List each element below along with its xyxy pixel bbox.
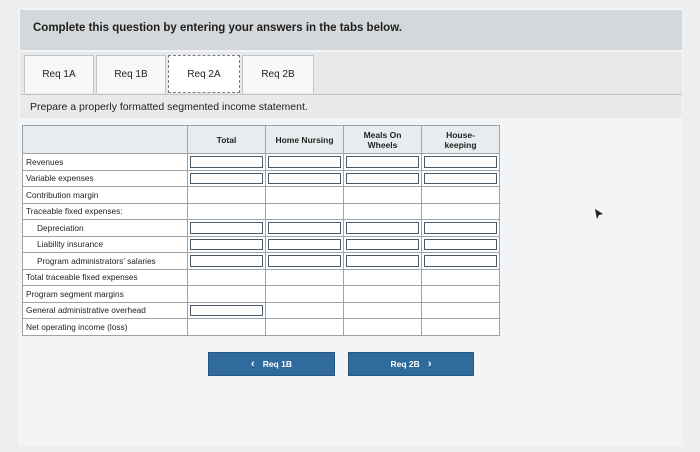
table-row [23, 170, 500, 187]
amount-input[interactable] [190, 239, 263, 251]
prev-button-label: Req 1B [262, 359, 292, 369]
input-cell-total[interactable] [188, 253, 266, 270]
input-cell-housekeeping[interactable] [422, 220, 500, 237]
amount-input[interactable] [346, 255, 419, 267]
empty-cell [344, 302, 422, 319]
empty-cell [188, 286, 266, 303]
empty-cell [344, 286, 422, 303]
empty-cell [188, 203, 266, 220]
tab-label: Req 2A [187, 68, 221, 80]
row-label-liability-insurance: Liability insurance [23, 236, 188, 253]
empty-cell [266, 187, 344, 204]
prev-req-1b-button[interactable] [208, 352, 335, 376]
amount-input[interactable] [424, 156, 497, 168]
input-cell-total[interactable] [188, 302, 266, 319]
amount-input[interactable] [190, 156, 263, 168]
input-cell-total[interactable] [188, 220, 266, 237]
question-header [20, 10, 682, 50]
table-row [23, 302, 500, 319]
input-cell-home-nursing[interactable] [266, 220, 344, 237]
instruction-bar [20, 94, 682, 118]
next-button-label: Req 2B [390, 359, 420, 369]
empty-cell [266, 319, 344, 336]
tab-label: Req 1A [42, 69, 76, 80]
row-label-header [23, 126, 188, 154]
empty-cell [344, 203, 422, 220]
empty-cell [422, 286, 500, 303]
chevron-left-icon: ‹ [251, 358, 255, 370]
input-cell-meals-on-wheels[interactable] [344, 170, 422, 187]
empty-cell [422, 302, 500, 319]
amount-input[interactable] [346, 173, 419, 185]
row-label-traceable-fixed-expenses: Traceable fixed expenses: [23, 203, 188, 220]
tab-label: Req 1B [114, 69, 148, 80]
column-header-line: House- [446, 129, 475, 140]
row-label-net-operating-income: Net operating income (loss) [23, 319, 188, 336]
amount-input[interactable] [268, 255, 341, 267]
column-header-line: Wheels [367, 139, 398, 150]
input-cell-total[interactable] [188, 154, 266, 171]
empty-cell [422, 319, 500, 336]
empty-cell [344, 269, 422, 286]
amount-input[interactable] [268, 173, 341, 185]
row-label-variable-expenses: Variable expenses [23, 170, 188, 187]
row-label-total-traceable-fixed-expenses: Total traceable fixed expenses [23, 269, 188, 286]
input-cell-meals-on-wheels[interactable] [344, 154, 422, 171]
next-req-2b-button[interactable] [348, 352, 474, 376]
table-row [23, 319, 500, 336]
amount-input[interactable] [346, 239, 419, 251]
amount-input[interactable] [346, 156, 419, 168]
column-header-home-nursing [266, 126, 344, 154]
amount-input[interactable] [190, 222, 263, 234]
amount-input[interactable] [190, 305, 263, 317]
input-cell-meals-on-wheels[interactable] [344, 236, 422, 253]
empty-cell [266, 286, 344, 303]
amount-input[interactable] [346, 222, 419, 234]
amount-input[interactable] [424, 173, 497, 185]
table-header-row [23, 126, 500, 154]
empty-cell [422, 203, 500, 220]
tab-req-1b[interactable] [96, 55, 166, 93]
column-header-line: keeping [444, 139, 477, 150]
row-label-depreciation: Depreciation [23, 220, 188, 237]
empty-cell [188, 187, 266, 204]
input-cell-home-nursing[interactable] [266, 236, 344, 253]
amount-input[interactable] [424, 255, 497, 267]
amount-input[interactable] [190, 255, 263, 267]
input-cell-home-nursing[interactable] [266, 253, 344, 270]
table-row [23, 187, 500, 204]
amount-input[interactable] [268, 222, 341, 234]
input-cell-housekeeping[interactable] [422, 154, 500, 171]
instruction-text: Prepare a properly formatted segmented income statement. [30, 101, 308, 113]
amount-input[interactable] [268, 239, 341, 251]
empty-cell [344, 187, 422, 204]
table-row [23, 286, 500, 303]
amount-input[interactable] [190, 173, 263, 185]
empty-cell [266, 203, 344, 220]
row-label-program-segment-margins: Program segment margins [23, 286, 188, 303]
row-label-general-administrative-overhead: General administrative overhead [23, 302, 188, 319]
row-label-program-administrators-salaries: Program administrators' salaries [23, 253, 188, 270]
amount-input[interactable] [424, 222, 497, 234]
tab-req-2a[interactable] [168, 55, 240, 93]
chevron-right-icon: › [427, 358, 432, 370]
table-row [23, 203, 500, 220]
empty-cell [266, 302, 344, 319]
column-header-line: Total [216, 134, 237, 145]
table-row [23, 236, 500, 253]
empty-cell [188, 269, 266, 286]
column-header-meals-on-wheels [344, 126, 422, 154]
tab-label: Req 2B [261, 69, 295, 80]
input-cell-housekeeping[interactable] [422, 253, 500, 270]
column-header-housekeeping [422, 126, 500, 154]
row-label-revenues: Revenues [23, 154, 188, 171]
empty-cell [422, 187, 500, 204]
amount-input[interactable] [268, 156, 341, 168]
column-header-line: Home Nursing [275, 134, 334, 145]
empty-cell [422, 269, 500, 286]
input-cell-meals-on-wheels[interactable] [344, 220, 422, 237]
tab-req-1a[interactable] [24, 55, 94, 93]
income-statement-table [22, 125, 500, 336]
input-cell-total[interactable] [188, 170, 266, 187]
column-header-line: Meals On [363, 129, 402, 140]
row-label-contribution-margin: Contribution margin [23, 187, 188, 204]
table-row [23, 253, 500, 270]
empty-cell [188, 319, 266, 336]
mouse-pointer-icon [594, 208, 604, 220]
table-row [23, 220, 500, 237]
input-cell-meals-on-wheels[interactable] [344, 253, 422, 270]
input-cell-housekeeping[interactable] [422, 170, 500, 187]
question-header-text: Complete this question by entering your answers in the tabs below. [33, 22, 402, 34]
input-cell-housekeeping[interactable] [422, 236, 500, 253]
empty-cell [266, 269, 344, 286]
amount-input[interactable] [424, 239, 497, 251]
column-header-total [188, 126, 266, 154]
table-row [23, 154, 500, 171]
input-cell-total[interactable] [188, 236, 266, 253]
table-row [23, 269, 500, 286]
tab-req-2b[interactable] [242, 55, 314, 93]
input-cell-home-nursing[interactable] [266, 170, 344, 187]
empty-cell [344, 319, 422, 336]
input-cell-home-nursing[interactable] [266, 154, 344, 171]
